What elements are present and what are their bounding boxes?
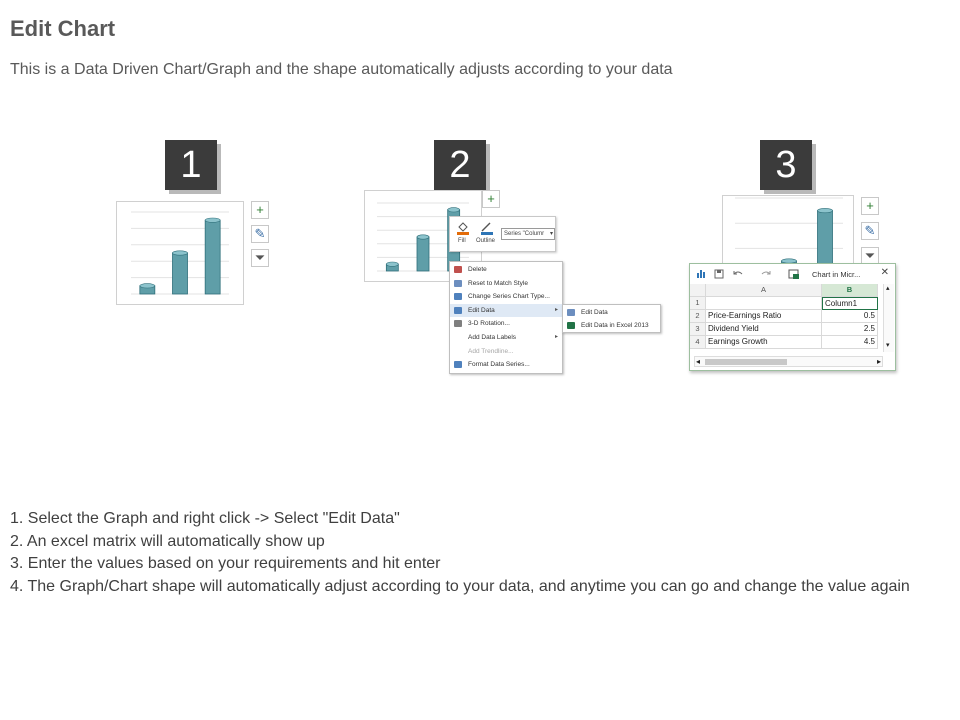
format-series-icon — [454, 361, 462, 368]
scroll-up-icon[interactable]: ▴ — [886, 285, 890, 292]
menu-item-label: Reset to Match Style — [468, 279, 528, 287]
fill-icon[interactable] — [456, 221, 470, 235]
row-header[interactable]: 4 — [690, 336, 706, 349]
delete-icon — [454, 266, 462, 273]
menu-item-label: Add Trendline... — [468, 347, 514, 355]
bar-cap — [386, 262, 398, 266]
format-mini-toolbar — [449, 216, 556, 252]
cell-a2[interactable]: Price-Earnings Ratio — [706, 310, 822, 323]
cell-b4[interactable]: 4.5 — [822, 336, 878, 349]
cell-a1[interactable] — [706, 297, 822, 310]
bar-cap — [140, 284, 155, 288]
scroll-thumb[interactable] — [705, 359, 787, 365]
chart-icon[interactable] — [696, 269, 706, 279]
bar-earnings-growth[interactable] — [818, 211, 833, 266]
add-element-button[interactable]: + — [861, 197, 879, 215]
instruction-2: 2. An excel matrix will automatically show up — [10, 532, 325, 550]
menu-item-add-data-labels[interactable] — [450, 331, 562, 344]
context-menu — [449, 261, 563, 374]
edit-data-submenu — [562, 304, 661, 333]
excel-icon[interactable] — [788, 269, 800, 280]
redo-icon[interactable] — [760, 269, 774, 279]
bar-dividend-yield[interactable] — [417, 237, 429, 271]
menu-item-delete[interactable] — [450, 263, 562, 276]
menu-item-label: Format Data Series... — [468, 361, 530, 369]
vertical-scrollbar[interactable] — [883, 284, 894, 352]
instruction-4: 4. The Graph/Chart shape will automatically adjust according to your data, and anytime you can go and change the value again — [10, 577, 910, 595]
cell-b3[interactable]: 2.5 — [822, 323, 878, 336]
instruction-1: 1. Select the Graph and right click -> Select "Edit Data" — [10, 510, 400, 527]
add-element-button[interactable]: + — [251, 201, 269, 219]
chevron-right-icon: ▸ — [554, 306, 558, 313]
chart-frame-3[interactable] — [722, 195, 854, 265]
bar-cap — [205, 218, 220, 222]
horizontal-scrollbar[interactable] — [694, 356, 883, 367]
chart-3[interactable] — [723, 196, 855, 266]
scroll-left-icon[interactable]: ◂ — [696, 357, 701, 366]
reset-style-icon — [454, 280, 462, 287]
scroll-right-icon[interactable]: ▸ — [876, 357, 881, 366]
menu-item-label: Edit Data — [468, 306, 495, 314]
submenu-item-edit-data[interactable] — [563, 306, 660, 319]
row-header[interactable]: 2 — [690, 310, 706, 323]
page-title: Edit Chart — [10, 16, 116, 41]
menu-item-label: Delete — [468, 266, 487, 273]
instruction-3: 3. Enter the values based on your requirements and hit enter — [10, 555, 441, 572]
chevron-right-icon: ▸ — [554, 334, 558, 340]
menu-item-change-series-chart-type[interactable] — [450, 290, 562, 303]
cell-a4[interactable]: Earnings Growth — [706, 336, 822, 349]
column-header-a[interactable]: A — [706, 284, 822, 297]
instructions — [10, 508, 945, 598]
outline-label[interactable]: Outline — [476, 238, 496, 244]
row-header[interactable]: 1 — [690, 297, 706, 310]
scroll-down-icon[interactable]: ▾ — [886, 342, 890, 349]
menu-item-reset-to-match-style[interactable] — [450, 277, 562, 290]
step-badge-3: 3 — [760, 140, 812, 190]
chart-style-button[interactable]: ✎ — [251, 225, 269, 243]
submenu-item-label: Edit Data in Excel 2013 — [581, 322, 649, 329]
close-icon[interactable]: ✕ — [880, 267, 889, 278]
menu-item-label: 3-D Rotation... — [468, 320, 510, 328]
column-header-b[interactable]: B — [822, 284, 878, 297]
excel-icon — [567, 322, 575, 329]
add-element-button[interactable]: + — [482, 190, 500, 208]
excel-window-title: Chart in Micr... — [812, 270, 861, 279]
chart-style-button[interactable]: ✎ — [861, 222, 879, 240]
page-subtitle: This is a Data Driven Chart/Graph and the shape automatically adjusts according to your data — [10, 61, 673, 78]
cell-a3[interactable]: Dividend Yield — [706, 323, 822, 336]
bar-dividend-yield[interactable] — [173, 253, 188, 294]
bar-cap — [448, 208, 460, 212]
undo-icon[interactable] — [732, 269, 746, 279]
chart-1[interactable] — [117, 202, 245, 306]
cell-b2[interactable]: 0.5 — [822, 310, 878, 323]
series-select-value: Series "Columr — [504, 231, 545, 237]
bar-cap — [173, 251, 188, 255]
chart-filter-button[interactable]: ⏷ — [251, 249, 269, 267]
fill-label[interactable]: Fill — [458, 238, 466, 244]
menu-item-add-trendline — [450, 345, 562, 358]
submenu-item-label: Edit Data — [581, 309, 608, 316]
edit-data-icon — [454, 307, 462, 314]
step-badge-2: 2 — [434, 140, 486, 190]
bar-cap — [417, 235, 429, 239]
chart-type-icon — [454, 293, 462, 300]
bar-earnings-growth[interactable] — [205, 220, 220, 294]
outline-icon[interactable] — [480, 221, 494, 235]
rotation-icon — [454, 320, 462, 327]
select-all-corner[interactable] — [690, 284, 706, 297]
bar-cap — [818, 208, 833, 212]
save-icon[interactable] — [714, 269, 724, 279]
menu-item-label: Change Series Chart Type... — [468, 293, 550, 301]
menu-item-label: Add Data Labels — [468, 334, 517, 341]
chart-filter-button[interactable]: ⏷ — [861, 247, 879, 265]
chevron-down-icon: ▾ — [549, 231, 553, 237]
submenu-item-edit-data-in-excel-2013[interactable] — [563, 319, 660, 332]
excel-grid — [690, 284, 883, 354]
menu-item-edit-data[interactable] — [450, 304, 562, 317]
chart-frame-1[interactable] — [116, 201, 244, 305]
menu-item-3-d-rotation[interactable] — [450, 317, 562, 330]
series-select[interactable] — [501, 228, 555, 240]
step-badge-1: 1 — [165, 140, 217, 190]
excel-data-window — [689, 263, 896, 371]
menu-item-format-data-series[interactable] — [450, 358, 562, 371]
edit-data-icon — [567, 309, 575, 316]
row-header[interactable]: 3 — [690, 323, 706, 336]
cell-b1[interactable]: Column1 — [822, 297, 878, 310]
